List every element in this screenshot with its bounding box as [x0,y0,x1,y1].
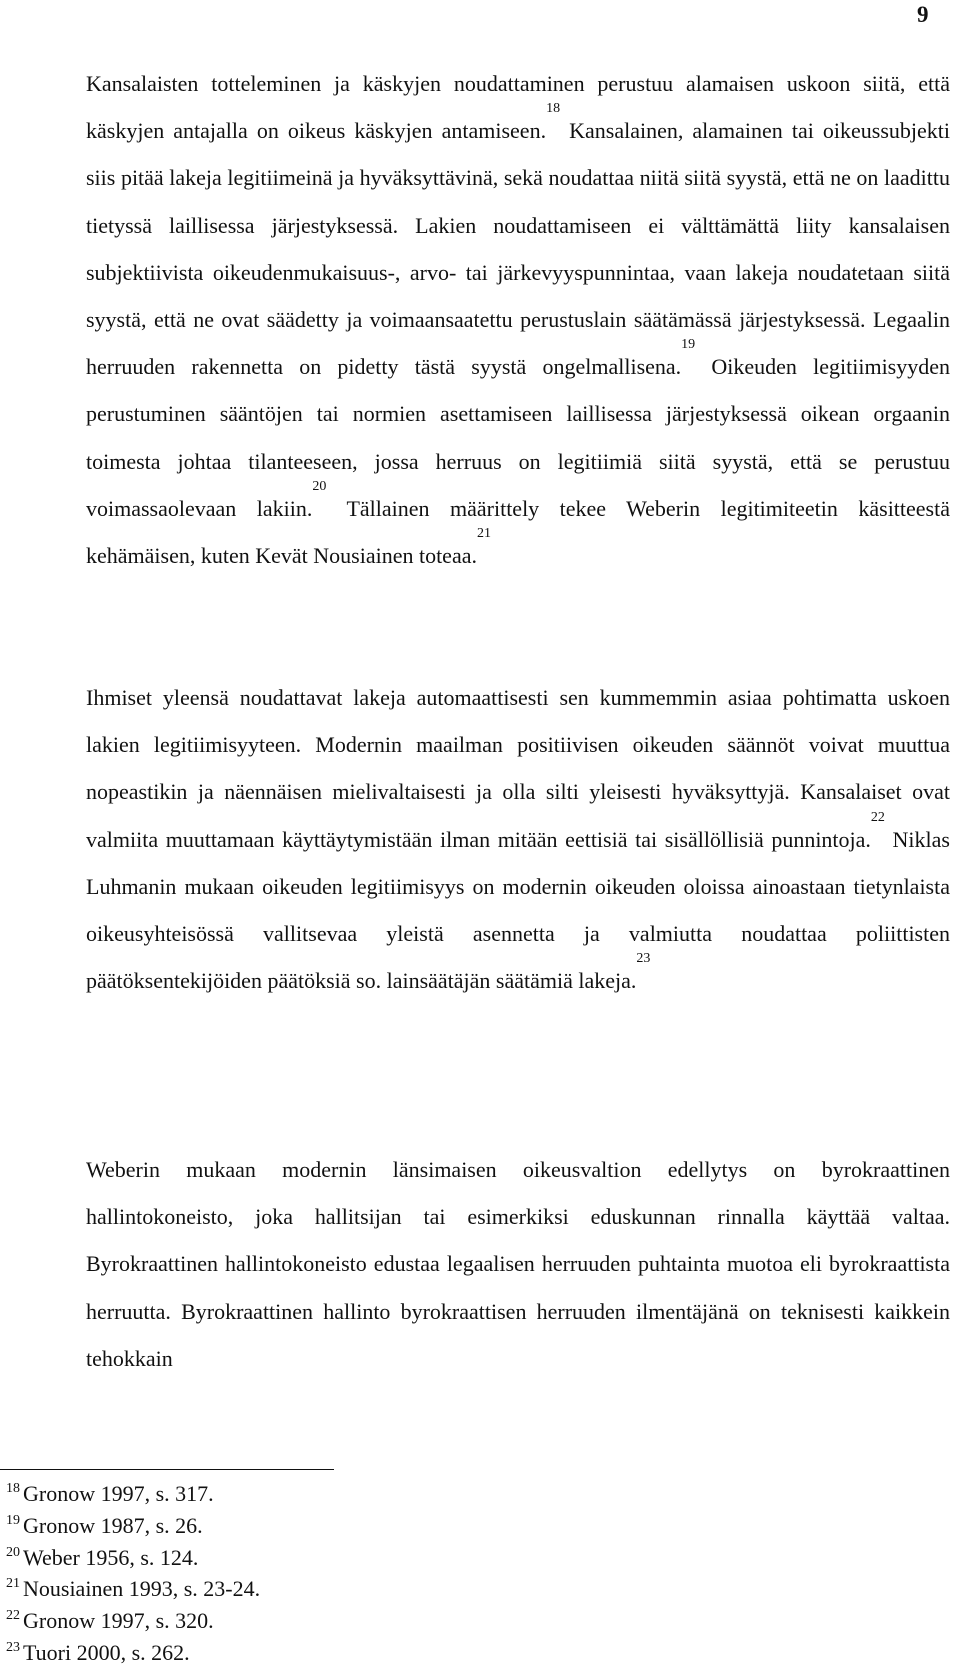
footnote-number: 23 [6,1639,20,1655]
footnote-item [6,1542,606,1574]
footnote-reference[interactable]: 18 [546,101,561,117]
page-number: 9 [917,2,929,27]
footnote-reference[interactable]: 20 [312,478,327,494]
footnote-text: Gronow 1997, s. 317. [23,1481,214,1506]
footnote-divider [0,1469,334,1470]
footnote-text: Gronow 1987, s. 26. [23,1512,203,1538]
text-segment [86,685,950,852]
segment-text: Niklas Luhmanin mukaan oikeuden legitiimisyys on modernin oikeuden oloissa ainoastaan tietynlaista oikeusyhteisössä vallitsevaa yleistä asennetta ja valmiutta noudattaa poliittisten päätöksentekijöiden päätöksiä so. lainsäätäjän säätämiä lakeja. [86,826,950,994]
footnote-number: 22 [6,1608,20,1624]
body-text [86,60,950,1430]
segment-text: Kansalainen, alamainen tai oikeussubjekti siis pitää lakeja legitiimeinä ja hyväksyttävinä, sekä noudattaa niitä siitä syystä, että ne on laadittu tietyssä laillisessa järjestyksessä. Lakien noudattamiseen ei välttämättä liity kansalaisen subjektiivista oikeudenmukaisuus-, arvo- tai järkevyyspunnintaa, vaan lakeja noudatetaan siitä syystä, että ne ovat säädetty ja voimaansaatettu perustuslain säätämässä järjestyksessä. Legaalin herruuden rakennetta on pidetty tästä syystä ongelmallisena. [86,118,951,380]
footnote-number: 19 [6,1512,20,1528]
text-segment [86,118,950,379]
footnote-text: Tuori 2000, s. 262. [23,1639,190,1665]
segment-text: Tällainen määrittely tekee Weberin legitimiteetin käsitteestä kehämäisen, kuten Kevät Nousiainen toteaa. [86,495,950,569]
footnote-reference[interactable]: 22 [870,809,885,825]
footnote-text: Gronow 1997, s. 320. [23,1608,214,1634]
footnote-number: 18 [6,1481,20,1496]
footnote-item [6,1510,606,1542]
footnote-number: 20 [6,1544,20,1560]
footnote-reference[interactable]: 21 [476,526,491,542]
footnotes [6,1478,606,1669]
paragraph-1 [86,60,950,674]
segment-text: Kansalaisten totteleminen ja käskyjen noudattaminen perustuu alamaisen uskoon siitä, että käskyjen antajalla on oikeus käskyjen antamiseen. [86,71,950,144]
footnote-text: Nousiainen 1993, s. 23-24. [23,1576,261,1602]
paragraph-3 [86,1146,950,1430]
footnote-reference[interactable]: 23 [636,951,651,967]
footnote-item [6,1573,606,1605]
segment-text: Oikeuden legitiimisyyden perustuminen sääntöjen tai normien asettamiseen laillisessa järjestyksessä oikean orgaanin toimesta johtaa tilanteeseen, jossa herruus on legitiimiä siitä syystä, että se perustuu voimassaolevaan lakiin. [86,354,951,521]
paragraph-2 [86,674,950,1146]
segment-text: Weberin mukaan modernin länsimaisen oikeusvaltion edellytys on byrokraattinen hallintokoneisto, joka hallitsijan tai esimerkiksi eduskunnan rinnalla käyttää valtaa. Byrokraattinen hallintokoneisto edustaa legaalisen herruuden puhtainta muotoa eli byrokraattista herruutta. Byrokraattinen hallinto byrokraattisen herruuden ilmentäjänä on teknisesti kaikkein tehokkain [86,1157,950,1371]
footnote-number: 21 [6,1576,20,1592]
footnote-reference[interactable]: 19 [681,337,696,353]
segment-text: Ihmiset yleensä noudattavat lakeja automaattisesti sen kummemmin asiaa pohtimatta uskoen lakien legitiimisyyteen. Modernin maailman positiivisen oikeuden säännöt voivat muuttua nopeastikin ja näennäisen mielivaltaisesti ja olla silti yleisesti hyväksyttyjä. Kansalaiset ovat valmiita muuttamaan käyttäytymistään ilman mitään eettisiä tai sisällöllisiä punnintoja. [86,685,950,852]
footnote-item [6,1637,606,1669]
footnote-item [6,1605,606,1637]
footnote-item [6,1478,606,1510]
text-segment [86,1157,950,1371]
footnote-text: Weber 1956, s. 124. [23,1544,199,1570]
